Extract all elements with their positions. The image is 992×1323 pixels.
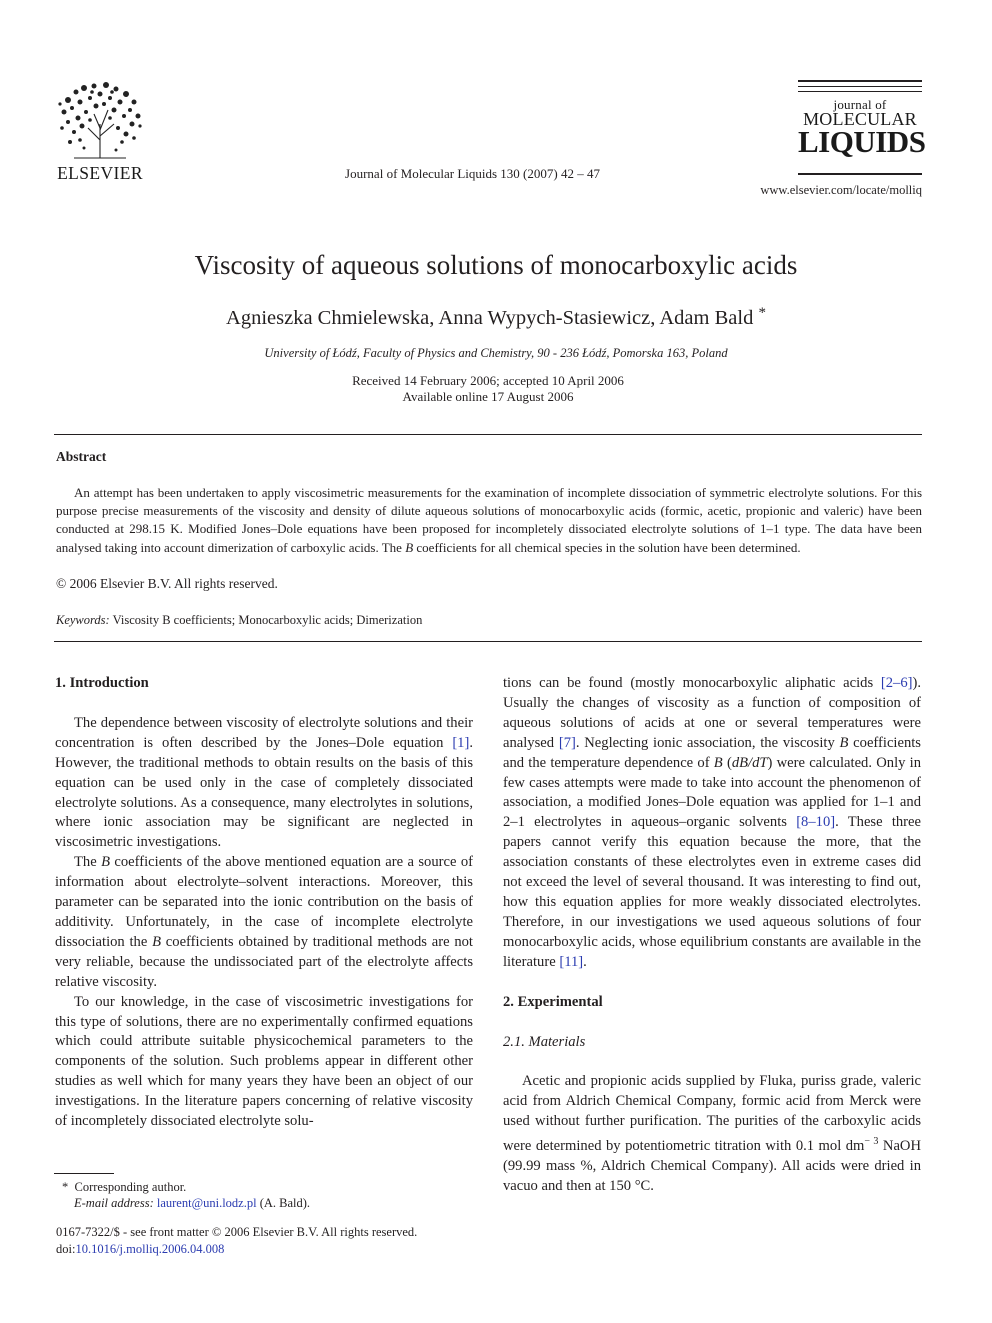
email-link[interactable]: laurent@uni.lodz.pl: [156, 1196, 257, 1210]
citation-link-8-10[interactable]: [8–10]: [796, 814, 836, 831]
issn-line: 0167-7322/$ - see front matter © 2006 Elsevier B.V. All rights reserved.: [56, 1225, 418, 1239]
keywords-value: Viscosity B coefficients; Monocarboxylic acids; Dimerization: [112, 613, 423, 627]
rc-p1-B2: B: [713, 754, 723, 771]
abstract-rule-top: [54, 434, 922, 435]
section-heading-experimental: 2. Experimental: [503, 993, 603, 1010]
journal-citation: Journal of Molecular Liquids 130 (2007) 42 – 47: [345, 166, 600, 181]
abstract-rule-bottom: [54, 641, 922, 642]
rc-p1-h: .: [583, 953, 587, 970]
journal-url[interactable]: [760, 183, 922, 198]
subsection-heading-materials: 2.1. Materials: [503, 1033, 586, 1050]
intro-paragraph-3: To our knowledge, in the case of viscosimetric investigations for this type of solutions, there are no experimentally confirmed equations which could attribute suitable physicochemical parameters to the components of the solution. Such problems appear in different other studies as well which for many years they have been an object of our investigations. In the literature papers concerning of relative viscosity of incompletely dissociated electrolyte solu-: [55, 993, 473, 1130]
left-column: [55, 674, 473, 1132]
materials-paragraph: [503, 1072, 921, 1196]
rc-p1-B1: B: [839, 734, 849, 751]
journal-logo-line3: LIQUIDS: [798, 124, 926, 159]
footnote-mark: *: [62, 1180, 69, 1194]
right-column: [503, 674, 921, 1197]
abstract-text-c: coefficients for all chemical species in the solution have been determined.: [413, 539, 801, 555]
footnote-corresponding: [62, 1179, 186, 1195]
email-suffix: (A. Bald).: [259, 1196, 311, 1210]
logo-rule-mid: [798, 86, 922, 87]
rc-p1-d: coefficients and the temperature dependence of: [503, 734, 921, 771]
affiliation: University of Łódź, Faculty of Physics and Chemistry, 90 - 236 Łódź, Pomorska 163, Poland: [264, 346, 728, 360]
intro-p1-a: The dependence between viscosity of electrolyte solutions and their concentration is often described by the Jones–Dole equation: [55, 714, 473, 751]
doi-line: [56, 1241, 417, 1258]
rc-p1-f: ) were calculated. Only in few cases attempts were made to take into account the phenomenon of association, a modified Jones–Dole equation was applied for 1–1 and 2–1 electrolytes in aqueous–organic solvents: [503, 754, 922, 831]
intro-p2-e: coefficients obtained by traditional methods are not very reliable, because the undissociated part of the electrolyte affects relative viscosity.: [55, 933, 473, 990]
rc-p1-e: (: [722, 754, 732, 771]
journal-logo: [798, 97, 926, 159]
intro-p2-a: The: [74, 854, 102, 871]
citation-link-2-6[interactable]: [2–6]: [880, 675, 913, 691]
materials-p-a: Acetic and propionic acids supplied by Fluka, puriss grade, valeric acid from Aldrich Chemical Company, formic acid from Merck were used without further purification. The purities of the carboxylic acids were determined by potentiometric titration with 0.1 mol dm: [503, 1073, 921, 1155]
article-dates: [0, 373, 976, 405]
citation-link-7[interactable]: [7]: [558, 734, 576, 751]
abstract-text: [56, 484, 922, 557]
abstract-heading: Abstract: [56, 449, 107, 464]
intro-p1-b: . However, the traditional methods to obtain results on the basis of this equation can be used only in the case of completely dissociated electrolyte solutions. As a consequence, many electrolytes in solutions, where ionic association may be significant are neglected in viscosimetric investigations.: [55, 734, 473, 851]
rc-p1-b: ). Usually the changes of viscosity as a function of composition of aqueous solutions of acids at one or several temperatures were analysed: [503, 675, 921, 751]
rc-p1-c: . Neglecting ionic association, the viscosity: [575, 734, 840, 751]
online-date: Available online 17 August 2006: [402, 389, 574, 404]
elsevier-tree-icon: [54, 80, 146, 160]
abstract-b-symbol: B: [405, 539, 414, 555]
abstract-copyright: © 2006 Elsevier B.V. All rights reserved.: [56, 576, 278, 591]
intro-paragraph-continued: [503, 674, 921, 973]
publisher-name: ELSEVIER: [57, 163, 143, 183]
logo-rule-bottom: [798, 173, 922, 175]
intro-p2-b: B: [101, 854, 111, 871]
journal-logo-line1: journal of: [833, 97, 887, 112]
authors-text: Agnieszka Chmielewska, Anna Wypych-Stasiewicz, Adam Bald: [226, 307, 754, 329]
footnote-corresponding-text: Corresponding author.: [74, 1180, 187, 1194]
article-title: Viscosity of aqueous solutions of monocarboxylic acids: [194, 250, 798, 280]
section-heading-introduction: 1. Introduction: [55, 675, 149, 691]
logo-rule-mid2: [798, 91, 922, 92]
footnote-rule: [54, 1173, 114, 1174]
doi-link[interactable]: 10.1016/j.molliq.2006.04.008: [75, 1241, 225, 1256]
rc-p1-a: tions can be found (mostly monocarboxylic aliphatic acids: [503, 675, 881, 691]
author-list: [0, 305, 992, 330]
elsevier-logo: [54, 80, 146, 182]
intro-paragraph-1: [55, 714, 473, 853]
front-matter: [56, 1224, 417, 1257]
citation-link-1[interactable]: [1]: [452, 734, 470, 751]
corresponding-author-mark[interactable]: *: [758, 305, 766, 321]
materials-p-sup: − 3: [864, 1136, 879, 1148]
footnote-email: [74, 1195, 310, 1211]
logo-rule-top: [798, 80, 922, 82]
intro-p2-d: B: [152, 933, 162, 950]
section-gap: [503, 973, 921, 993]
rc-p1-deriv: dB/dT: [731, 754, 768, 771]
received-date: Received 14 February 2006; accepted 10 April 2006: [352, 373, 624, 388]
abstract-text-a: An attempt has been undertaken to apply viscosimetric measurements for the examination of incomplete dissociation of symmetric electrolyte solutions. For this purpose precise measurements of the viscosity and density of dilute aqueous solutions of monocarboxylic acids (formic, acetic, propionic and valeric) have been conducted at 298.15 K. Modified Jones–Dole equations have been proposed for incompletely dissociated electrolyte solutions of 1–1 type. The data have been analysed taking into account dimerization of carboxylic acids. The: [56, 485, 922, 555]
journal-logo-line2: MOLECULAR: [803, 109, 917, 129]
keywords: [56, 613, 422, 628]
materials-p-b: NaOH (99.99 mass %, Aldrich Chemical Company). All acids were dried in vacuo and then at 150 °C.: [503, 1138, 921, 1194]
citation-link-11[interactable]: [11]: [559, 953, 584, 970]
doi-label: doi:: [56, 1241, 76, 1256]
intro-paragraph-2: [55, 853, 473, 992]
journal-url-text[interactable]: www.elsevier.com/locate/molliq: [760, 183, 922, 197]
keywords-label: Keywords:: [56, 613, 110, 627]
rc-p1-g: . These three papers cannot verify this equation because the more, that the association constants of these electrolytes even in extreme cases did not exceed the level of several thousand. It was interesting to find out, how this equation applies for more weakly dissociated electrolytes. Therefore, in our investigations we used aqueous solutions of four monocarboxylic acids, whose equilibrium constants are available in the literature: [503, 814, 921, 970]
intro-p2-c: coefficients of the above mentioned equation are a source of information about electrolyte–solvent interactions. Moreover, this parameter can be separated into the ionic contribution on the basis of additivity. Unfortunately, in the case of incomplete electrolyte dissociation the: [55, 854, 473, 950]
email-label: E-mail address:: [74, 1196, 154, 1210]
